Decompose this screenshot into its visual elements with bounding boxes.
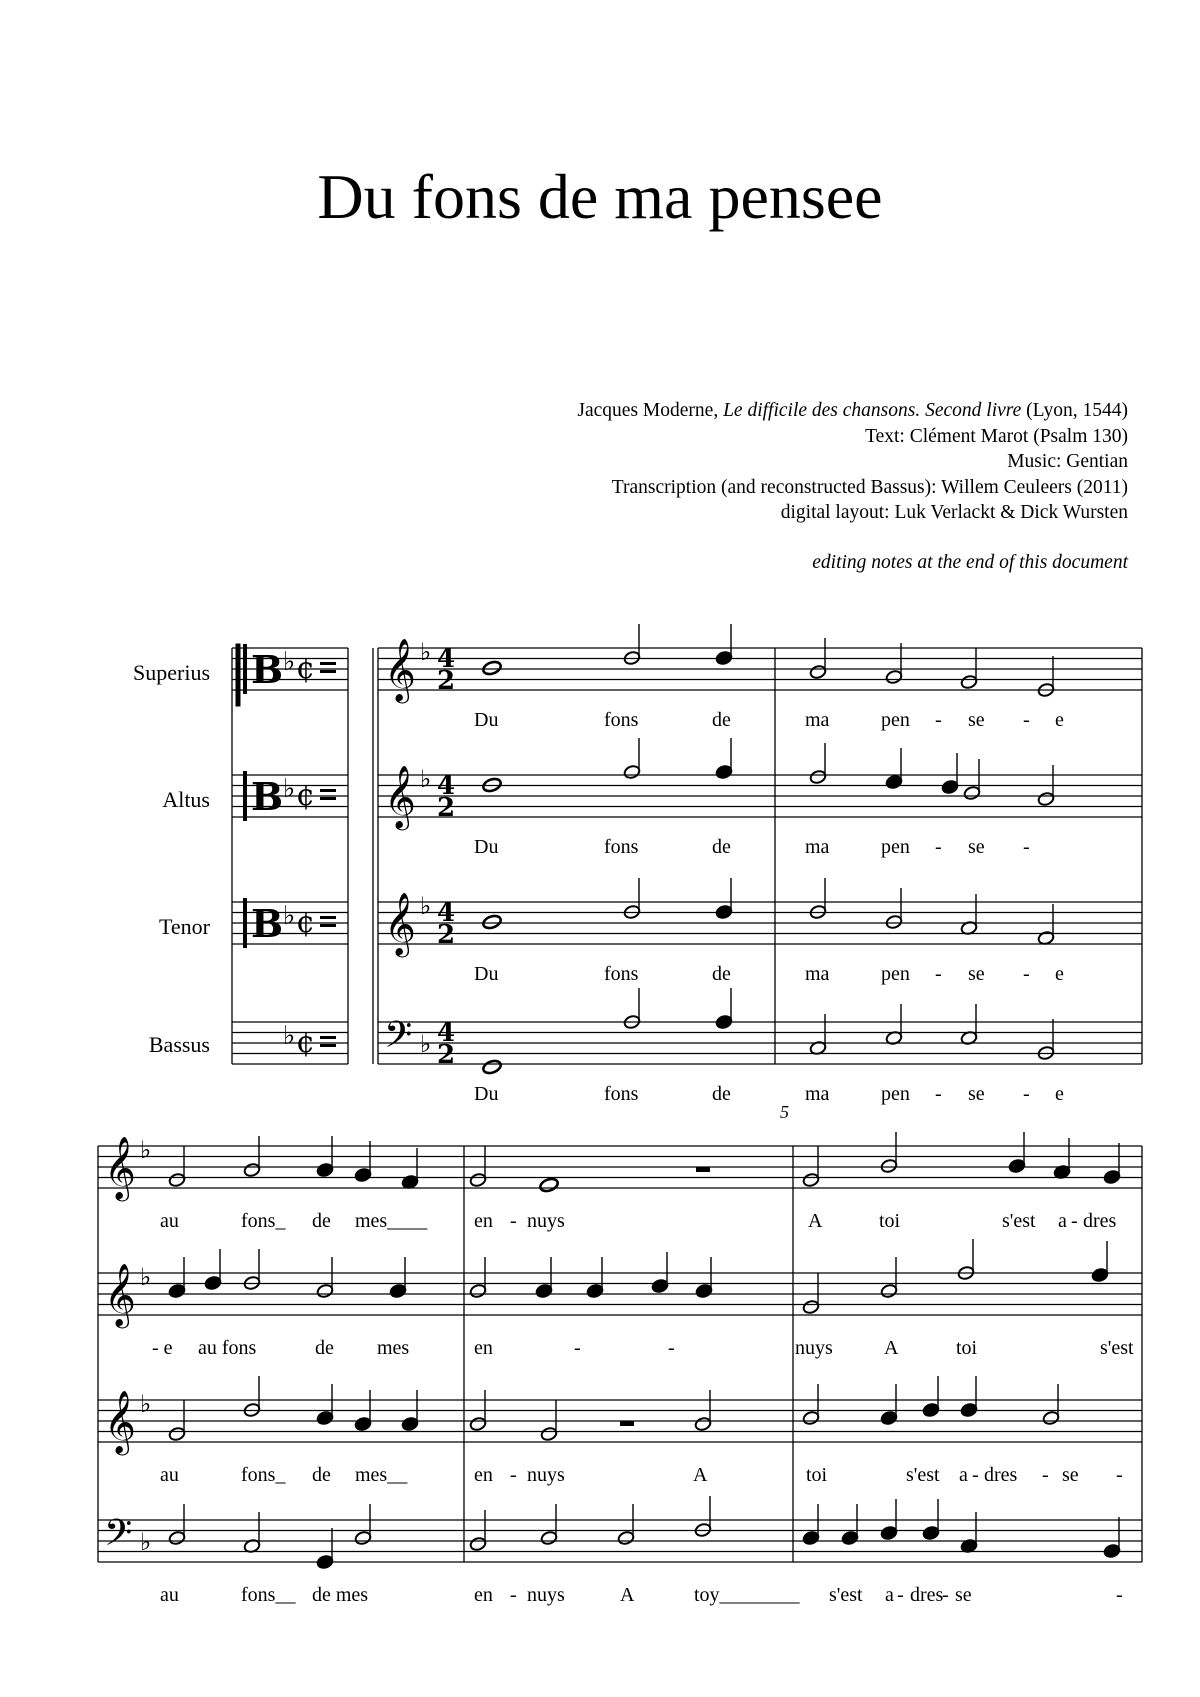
credit-source: Jacques Moderne, Le difficile des chansons. Second livre (Lyon, 1544): [577, 400, 1128, 421]
lyric-syllable: -: [1042, 1464, 1049, 1486]
lyric-syllable: de: [312, 1464, 331, 1486]
note: [1091, 1241, 1109, 1283]
notehead: [482, 914, 503, 930]
notehead: [469, 1536, 487, 1551]
notehead: [694, 1416, 712, 1431]
lyric-syllable: Du: [474, 963, 499, 985]
lyric-syllable: -: [935, 963, 942, 985]
note: [482, 660, 503, 676]
note: [539, 1177, 560, 1193]
lyric-syllable: fons__: [241, 1584, 296, 1606]
notehead: [1008, 1158, 1026, 1173]
notehead: [885, 669, 903, 684]
lyric-syllable: Du: [474, 836, 499, 858]
note: [802, 1504, 820, 1546]
breve-icon: [320, 924, 336, 927]
lyric-syllable: ma: [805, 1083, 830, 1105]
lyric-syllable: toi: [879, 1210, 901, 1232]
notehead: [922, 1402, 940, 1417]
time-signature-top: 4: [437, 771, 456, 801]
notehead: [809, 769, 827, 784]
notehead: [802, 1172, 820, 1187]
flat-icon: ♭: [140, 1528, 152, 1556]
notehead: [885, 914, 903, 929]
note: [623, 738, 641, 780]
credit-text: Text: Clément Marot (Psalm 130): [865, 425, 1128, 447]
editing-note: editing notes at the end of this document: [812, 552, 1128, 573]
note: [963, 759, 981, 801]
notehead: [617, 1530, 635, 1545]
note: [204, 1249, 222, 1291]
note: [960, 894, 978, 936]
lyric-syllable: -: [510, 1210, 517, 1232]
flat-icon: ♭: [283, 1021, 296, 1051]
lyric-syllable: au: [160, 1584, 179, 1606]
notehead: [809, 664, 827, 679]
lyric-syllable: -: [935, 836, 942, 858]
half-rest-icon: [696, 1167, 710, 1172]
breve-icon: [320, 789, 336, 792]
lyric-syllable: -: [574, 1337, 581, 1359]
note: [623, 988, 641, 1030]
lyric-syllable: se: [955, 1584, 972, 1606]
notehead: [880, 1283, 898, 1298]
incipit-bracket: [236, 644, 240, 706]
note: [623, 624, 641, 666]
lyric-syllable: se: [1062, 1464, 1079, 1486]
note: [1103, 1517, 1121, 1559]
voice-name-altus: Altus: [162, 787, 210, 812]
note: [885, 1004, 903, 1046]
notehead: [586, 1283, 604, 1298]
lyric-syllable: de: [712, 1083, 731, 1105]
lyric-syllable: au: [160, 1210, 179, 1232]
note: [957, 1239, 975, 1281]
notehead: [316, 1162, 334, 1177]
lyric-syllable: s'est: [1100, 1337, 1134, 1359]
treble-clef-icon: 𝄞: [104, 1390, 136, 1453]
note: [243, 1249, 261, 1291]
lyric-syllable: -: [1071, 1210, 1078, 1232]
lyric-syllable: toi: [956, 1337, 978, 1359]
lyric-syllable: - e: [152, 1337, 173, 1359]
notehead: [168, 1426, 186, 1441]
lyric-syllable: -: [1023, 963, 1030, 985]
lyric-syllable: -: [510, 1584, 517, 1606]
lyric-syllable: A: [693, 1464, 708, 1486]
note: [1053, 1138, 1071, 1180]
lyric-syllable: pen: [881, 1083, 910, 1105]
page-title: Du fons de ma pensee: [317, 161, 883, 232]
flat-icon: ♭: [283, 774, 296, 804]
notehead: [316, 1410, 334, 1425]
note: [482, 914, 503, 930]
notehead: [539, 1177, 560, 1193]
notehead: [389, 1283, 407, 1298]
flat-icon: ♭: [140, 1390, 152, 1418]
note: [354, 1141, 372, 1183]
lyric-syllable: nuys: [795, 1337, 833, 1359]
lyric-syllable: a: [959, 1464, 968, 1486]
time-signature-bottom: 2: [437, 1040, 456, 1070]
notehead: [941, 779, 959, 794]
lyric-syllable: -: [1116, 1584, 1123, 1606]
note: [880, 1257, 898, 1299]
notehead: [695, 1283, 713, 1298]
lyric-syllable: pen: [881, 836, 910, 858]
lyric-syllable: -: [1116, 1464, 1123, 1486]
notehead: [1037, 791, 1055, 806]
cut-time-icon: ¢: [296, 905, 316, 940]
notehead: [802, 1299, 820, 1314]
notehead: [168, 1172, 186, 1187]
lyric-syllable: pen: [881, 963, 910, 985]
note: [960, 1512, 978, 1554]
breve-icon: [320, 797, 336, 800]
notehead: [316, 1283, 334, 1298]
notehead: [880, 1525, 898, 1540]
lyric-syllable: -: [668, 1337, 675, 1359]
lyric-syllable: mes____: [355, 1210, 428, 1232]
note: [809, 878, 827, 920]
notehead: [715, 904, 733, 919]
notehead: [401, 1416, 419, 1431]
notehead: [922, 1525, 940, 1540]
lyric-syllable: s'est: [829, 1584, 863, 1606]
time-signature-top: 4: [437, 898, 456, 928]
notehead: [469, 1283, 487, 1298]
notehead: [880, 1410, 898, 1425]
lyric-syllable: en: [474, 1337, 493, 1359]
lyric-syllable: A: [884, 1337, 899, 1359]
c-clef-icon: [243, 771, 247, 821]
lyric-syllable: ma: [805, 709, 830, 731]
time-signature-bottom: 2: [437, 666, 456, 696]
lyric-syllable: en: [474, 1584, 493, 1606]
note: [960, 1004, 978, 1046]
note: [841, 1504, 859, 1546]
lyric-syllable: fons: [604, 963, 639, 985]
c-clef-icon: B: [251, 901, 284, 946]
lyric-syllable: se: [968, 836, 985, 858]
note: [695, 1257, 713, 1299]
lyric-syllable: nuys: [527, 1464, 565, 1486]
note: [316, 1257, 334, 1299]
lyric-syllable: fons_: [241, 1464, 286, 1486]
note: [168, 1504, 186, 1546]
credit-transcription: Transcription (and reconstructed Bassus): Willem Ceuleers (2011): [611, 476, 1128, 498]
lyric-syllable: ma: [805, 963, 830, 985]
lyric-syllable: -: [935, 1083, 942, 1105]
notehead: [715, 1014, 733, 1029]
flat-icon: ♭: [420, 765, 432, 793]
lyric-syllable: fons_: [241, 1210, 286, 1232]
credit-music: Music: Gentian: [1007, 451, 1128, 472]
note: [941, 753, 959, 795]
flat-icon: ♭: [283, 647, 296, 677]
note: [802, 1384, 820, 1426]
lyric-syllable: s'est: [1002, 1210, 1036, 1232]
note: [809, 1014, 827, 1056]
lyric-syllable: de: [712, 709, 731, 731]
note: [1037, 656, 1055, 698]
note: [243, 1512, 261, 1554]
lyric-syllable: e: [1055, 709, 1064, 731]
lyric-syllable: -: [1023, 1083, 1030, 1105]
cut-time-icon: ¢: [296, 778, 316, 813]
note: [1042, 1384, 1060, 1426]
notehead: [168, 1283, 186, 1298]
notehead: [880, 1158, 898, 1173]
lyric-syllable: en: [474, 1210, 493, 1232]
lyric-syllable: e: [1055, 963, 1064, 985]
note: [623, 878, 641, 920]
notehead: [482, 1059, 503, 1075]
lyric-syllable: -: [935, 709, 942, 731]
notehead: [168, 1530, 186, 1545]
lyric-syllable: de: [312, 1210, 331, 1232]
note: [694, 1496, 712, 1538]
note: [885, 643, 903, 685]
lyric-syllable: fons: [604, 1083, 639, 1105]
note: [617, 1504, 635, 1546]
lyric-syllable: mes__: [355, 1464, 408, 1486]
lyric-syllable: Du: [474, 709, 499, 731]
notehead: [540, 1426, 558, 1441]
lyric-syllable: au fons: [198, 1337, 257, 1359]
c-clef-icon: B: [251, 774, 284, 819]
notehead: [802, 1530, 820, 1545]
bass-clef-icon: 𝄢: [384, 1014, 413, 1065]
notehead: [963, 785, 981, 800]
note: [243, 1376, 261, 1418]
notehead: [841, 1530, 859, 1545]
notehead: [1042, 1410, 1060, 1425]
note: [715, 878, 733, 920]
lyric-syllable: dres: [910, 1584, 944, 1606]
note: [168, 1257, 186, 1299]
notehead: [715, 764, 733, 779]
flat-icon: ♭: [140, 1136, 152, 1164]
breve-icon: [320, 916, 336, 919]
lyric-syllable: dres: [1083, 1210, 1117, 1232]
note: [880, 1384, 898, 1426]
treble-clef-icon: 𝄞: [104, 1136, 136, 1199]
lyric-syllable: se: [968, 709, 985, 731]
lyric-syllable: A: [808, 1210, 823, 1232]
lyric-syllable: a: [885, 1584, 894, 1606]
breve-icon: [320, 670, 336, 673]
half-rest-icon: [620, 1421, 634, 1426]
time-signature-top: 4: [437, 644, 456, 674]
note: [316, 1528, 334, 1570]
time-signature-bottom: 2: [437, 920, 456, 950]
c-clef-icon: B: [251, 647, 284, 692]
credit-layout: digital layout: Luk Verlackt & Dick Wursten: [780, 502, 1128, 523]
lyric-syllable: ma: [805, 836, 830, 858]
lyric-syllable: de: [315, 1337, 334, 1359]
flat-icon: ♭: [140, 1263, 152, 1291]
note: [469, 1257, 487, 1299]
note: [1103, 1143, 1121, 1185]
notehead: [316, 1554, 334, 1569]
notehead: [1103, 1169, 1121, 1184]
note: [715, 988, 733, 1030]
lyric-syllable: toy________: [694, 1584, 800, 1606]
lyric-syllable: -: [897, 1584, 904, 1606]
note: [885, 748, 903, 790]
c-clef-icon: [243, 898, 247, 948]
note: [535, 1257, 553, 1299]
notehead: [204, 1275, 222, 1290]
treble-clef-icon: 𝄞: [384, 765, 416, 828]
notehead: [651, 1278, 669, 1293]
notehead: [469, 1416, 487, 1431]
notehead: [623, 764, 641, 779]
note: [586, 1257, 604, 1299]
notehead: [243, 1162, 261, 1177]
lyric-syllable: se: [968, 963, 985, 985]
note: [922, 1376, 940, 1418]
lyric-syllable: de mes: [312, 1584, 369, 1606]
notehead: [535, 1283, 553, 1298]
notehead: [354, 1167, 372, 1182]
c-clef-icon: [243, 644, 247, 694]
lyric-syllable: -: [942, 1584, 949, 1606]
lyric-syllable: fons: [604, 836, 639, 858]
flat-icon: ♭: [420, 1030, 432, 1058]
time-signature-top: 4: [437, 1018, 456, 1048]
flat-icon: ♭: [283, 901, 296, 931]
time-signature-bottom: 2: [437, 793, 456, 823]
lyric-syllable: s'est: [906, 1464, 940, 1486]
lyric-syllable: fons: [604, 709, 639, 731]
lyric-syllable: nuys: [527, 1584, 565, 1606]
lyric-syllable: nuys: [527, 1210, 565, 1232]
lyric-syllable: -: [1023, 836, 1030, 858]
notehead: [1103, 1543, 1121, 1558]
notehead: [540, 1530, 558, 1545]
lyric-syllable: au: [160, 1464, 179, 1486]
lyric-syllable: -: [972, 1464, 979, 1486]
notehead: [354, 1530, 372, 1545]
breve-icon: [320, 1036, 336, 1039]
notehead: [482, 660, 503, 676]
flat-icon: ♭: [420, 892, 432, 920]
note: [715, 738, 733, 780]
measure-number: 5: [780, 1102, 789, 1122]
note: [1008, 1132, 1026, 1174]
notehead: [469, 1172, 487, 1187]
lyric-syllable: dres: [984, 1464, 1018, 1486]
breve-icon: [320, 1044, 336, 1047]
lyric-syllable: e: [1055, 1083, 1064, 1105]
treble-clef-icon: 𝄞: [384, 638, 416, 701]
voice-name-superius: Superius: [133, 660, 210, 685]
note: [389, 1257, 407, 1299]
note: [540, 1504, 558, 1546]
notehead: [802, 1410, 820, 1425]
notehead: [960, 674, 978, 689]
voice-name-tenor: Tenor: [159, 914, 210, 939]
note: [1037, 1019, 1055, 1061]
lyric-syllable: en: [474, 1464, 493, 1486]
lyric-syllable: Du: [474, 1083, 499, 1105]
notehead: [1091, 1267, 1109, 1282]
bass-clef-icon: 𝄢: [104, 1512, 133, 1563]
lyric-syllable: a: [1058, 1210, 1067, 1232]
cut-time-icon: ¢: [296, 651, 316, 686]
lyric-syllable: mes: [377, 1337, 410, 1359]
note: [1037, 904, 1055, 946]
note: [960, 1376, 978, 1418]
note: [316, 1384, 334, 1426]
lyric-syllable: -: [1023, 709, 1030, 731]
note: [715, 624, 733, 666]
treble-clef-icon: 𝄞: [104, 1263, 136, 1326]
notehead: [960, 1402, 978, 1417]
note: [482, 1059, 503, 1075]
lyric-syllable: -: [510, 1464, 517, 1486]
treble-clef-icon: 𝄞: [384, 892, 416, 955]
notehead: [715, 650, 733, 665]
lyric-syllable: de: [712, 836, 731, 858]
voice-name-bassus: Bassus: [148, 1032, 210, 1057]
notehead: [885, 774, 903, 789]
note: [354, 1504, 372, 1546]
flat-icon: ♭: [420, 638, 432, 666]
lyric-syllable: toi: [806, 1464, 828, 1486]
note: [401, 1148, 419, 1190]
cut-time-icon: ¢: [296, 1025, 316, 1060]
note: [809, 743, 827, 785]
notehead: [354, 1416, 372, 1431]
lyric-syllable: de: [712, 963, 731, 985]
lyric-syllable: A: [620, 1584, 635, 1606]
breve-icon: [320, 662, 336, 665]
lyric-syllable: se: [968, 1083, 985, 1105]
lyric-syllable: pen: [881, 709, 910, 731]
